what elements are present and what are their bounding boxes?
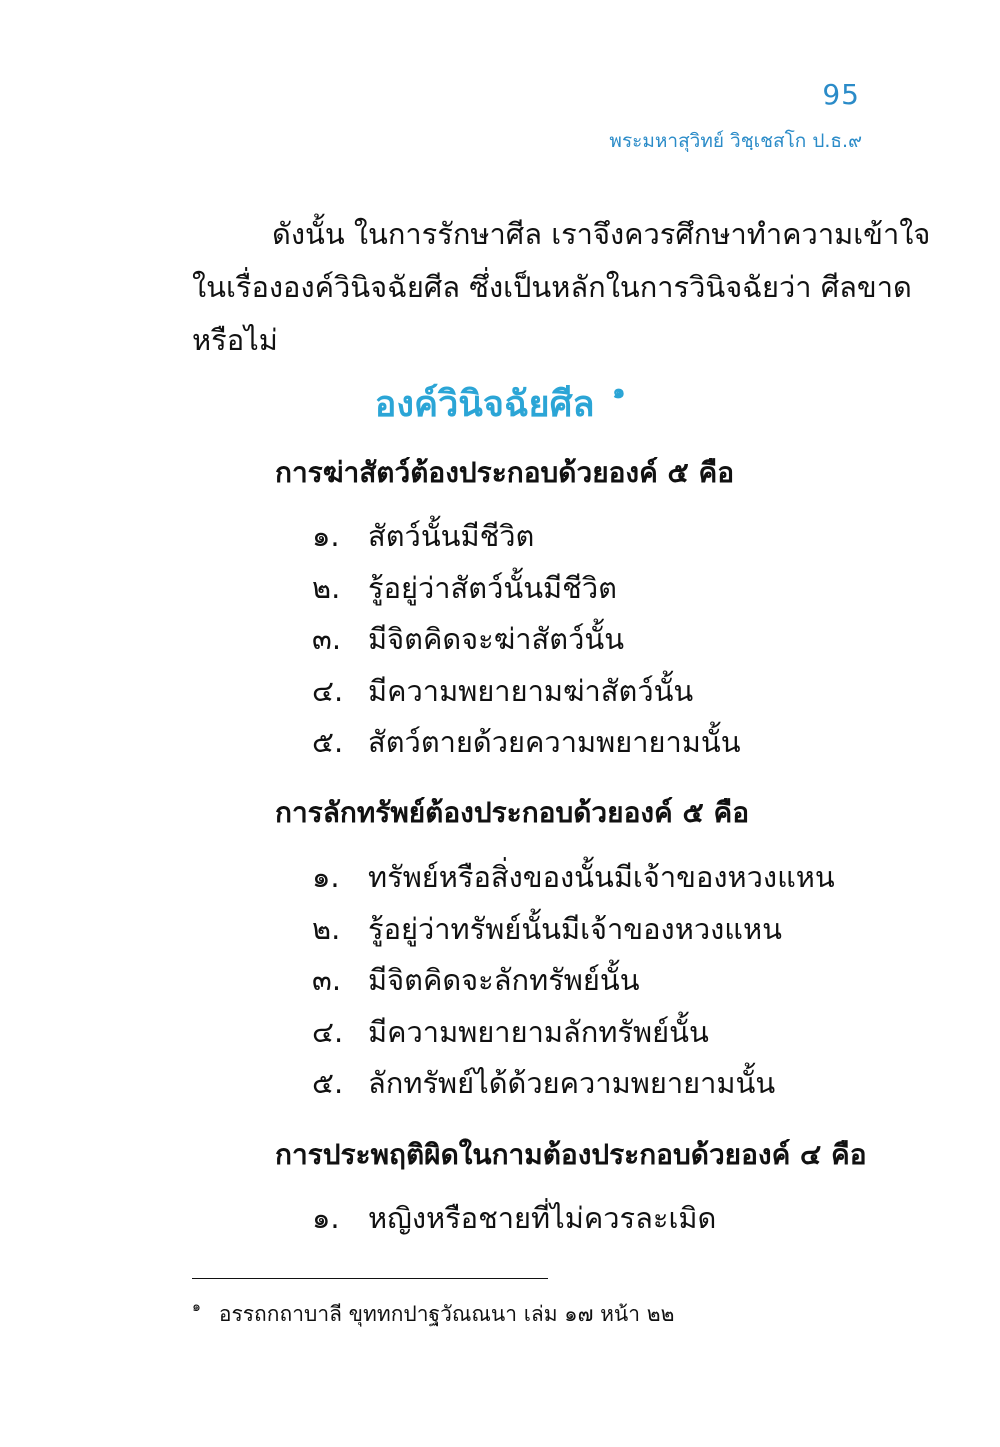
item-text: ทรัพย์หรือสิ่งของนั้นมีเจ้าของหวงแหน xyxy=(368,860,835,894)
item-number: ๕. xyxy=(312,725,344,759)
list-item xyxy=(312,904,835,956)
list-item xyxy=(312,852,835,904)
item-text: หญิงหรือชายที่ไม่ควรละเมิด xyxy=(368,1201,717,1235)
item-text: สัตว์ตายด้วยความพยายามนั้น xyxy=(368,725,741,759)
page-number: 95 xyxy=(822,78,860,111)
item-text: มีจิตคิดจะฆ่าสัตว์นั้น xyxy=(368,622,625,656)
list-item xyxy=(312,614,741,666)
item-number: ๑. xyxy=(312,519,340,553)
item-number: ๑. xyxy=(312,1201,340,1235)
footnote-mark: ๑ xyxy=(192,1299,201,1315)
numbered-list xyxy=(312,1193,716,1245)
list-item xyxy=(312,1007,835,1059)
item-text: สัตว์นั้นมีชีวิต xyxy=(368,519,535,553)
item-text: มีจิตคิดจะลักทรัพย์นั้น xyxy=(368,963,640,997)
section-title xyxy=(0,375,1000,432)
intro-line: หรือไม่ xyxy=(192,323,278,357)
group-heading: การฆ่าสัตว์ต้องประกอบด้วยองค์ ๕ คือ xyxy=(275,456,735,489)
footnote-reference[interactable]: ๑ xyxy=(612,379,626,403)
item-number: ๒. xyxy=(312,911,341,946)
intro-paragraph xyxy=(192,208,931,367)
item-text: รู้อยู่ว่าสัตว์นั้นมีชีวิต xyxy=(368,570,617,605)
item-number: ๕. xyxy=(312,1066,344,1100)
item-number: ๔. xyxy=(312,673,344,708)
item-number: ๔. xyxy=(312,1014,344,1049)
intro-line: ดังนั้น ในการรักษาศีล เราจึงควรศึกษาทำความเข้าใจ xyxy=(272,217,931,251)
item-number: ๒. xyxy=(312,570,341,605)
list-item xyxy=(312,666,741,718)
intro-line: ในเรื่ององค์วินิจฉัยศีล ซึ่งเป็นหลักในการวินิจฉัยว่า ศีลขาด xyxy=(192,270,912,304)
item-text: มีความพยายามลักทรัพย์นั้น xyxy=(368,1014,709,1049)
list-item xyxy=(312,1058,835,1110)
list-item xyxy=(312,1193,716,1245)
list-item xyxy=(312,717,741,769)
group-heading: การลักทรัพย์ต้องประกอบด้วยองค์ ๕ คือ xyxy=(275,796,750,829)
section-title-text: องค์วินิจฉัยศีล xyxy=(374,384,595,425)
item-text: ลักทรัพย์ได้ด้วยความพยายามนั้น xyxy=(368,1066,776,1100)
item-text: มีความพยายามฆ่าสัตว์นั้น xyxy=(368,673,694,708)
list-item xyxy=(312,563,741,615)
numbered-list xyxy=(312,511,741,769)
running-header: พระมหาสุวิทย์ วิชฺเชสโก ป.ธ.๙ xyxy=(609,130,862,152)
item-number: ๑. xyxy=(312,860,340,894)
item-number: ๓. xyxy=(312,963,342,997)
list-item xyxy=(312,511,741,563)
list-item xyxy=(312,955,835,1007)
footnote xyxy=(192,1296,674,1331)
item-text: รู้อยู่ว่าทรัพย์นั้นมีเจ้าของหวงแหน xyxy=(368,911,782,946)
item-number: ๓. xyxy=(312,622,342,656)
footnote-text: อรรถกถาบาลี ขุททกปาฐวัณณนา เล่ม ๑๗ หน้า ๒๒ xyxy=(218,1302,675,1326)
numbered-list xyxy=(312,852,835,1110)
group-heading: การประพฤติผิดในกามต้องประกอบด้วยองค์ ๔ คือ xyxy=(275,1138,867,1171)
footnote-divider xyxy=(192,1278,548,1279)
